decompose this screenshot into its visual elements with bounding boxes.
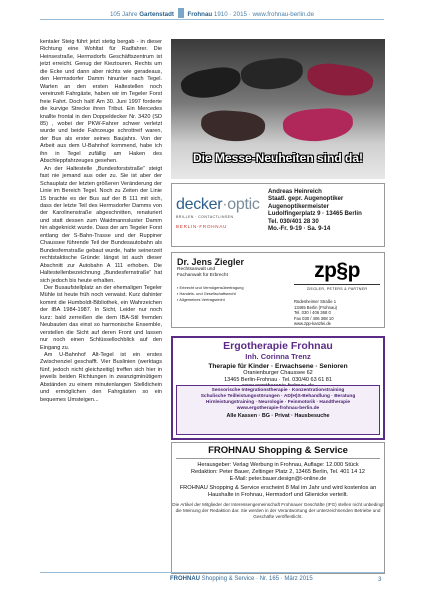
decker-subtitle: BRILLEN · CONTACTLINSEN — [176, 215, 234, 219]
header-divider — [40, 19, 384, 20]
imprint-box — [171, 442, 385, 574]
ziegler-area: Handels- und Gesellschaftsrecht — [179, 291, 236, 296]
decker-optic-logo: decker·optic BRILLEN · CONTACTLINSEN BERLIN-FROHNAU — [176, 196, 266, 229]
ergo-services-box — [176, 385, 380, 435]
ziegler-areas: ▪ Erbrecht und Vermögensübertragung ▪ Handels- und Gesellschaftsrecht ▪ Allgemeines Vertragsrecht — [177, 285, 244, 302]
zpp-address-line: Fax 030 / 406 368 10 — [294, 315, 334, 321]
imprint-email: E-Mail: peter.bauer.design@t-online.de — [229, 476, 327, 482]
ergo-service: Hirnleistungstraining · Neurologie · Feinmotorik · Handtherapie — [205, 400, 351, 405]
decker-brand: decker — [176, 196, 223, 213]
article-paragraph: Am U-Bahnhof Alt-Tegel ist ein erstes Zwischenziel geschafft. Vier Buslinien (werktags fünf, jedoch nicht gleichzeitig) treffen sich hier in jeweils beiden Richtungen in zwanzigminütigem Abständen zu einem minutenlangen Stelldichein und ermöglichen den Fahrgästen so ein bequemes Umsteigen... — [40, 352, 162, 403]
zpp-logo: zp§p — [314, 259, 360, 282]
ergo-service: Schulische Teilleistungsstörungen · AD(H)S-Behandlung · Beratung — [200, 394, 356, 399]
page-footer — [170, 576, 313, 582]
ergo-address-line: 13465 Berlin-Frohnau · Tel. 030/40 63 61 81 — [224, 376, 332, 383]
sunglasses-image — [240, 56, 305, 92]
header-anniversary: 105 Jahre — [109, 11, 138, 18]
footer-issue: Shopping & Service · Nr. 165 · März 2015 — [201, 576, 313, 582]
ergo-title: Ergotherapie Frohnau — [223, 340, 333, 352]
ziegler-name: Dr. Jens Ziegler — [177, 257, 245, 267]
footer-brand: FROHNAU — [170, 576, 200, 582]
article-paragraph: Der Busaufstellplatz an der ehemaligen Tegeler Mühle ist heute früh noch verwaist. Kurz dahinter kommt die Humboldt-Bibliothek, ein Wahrzeichen der IBA 1984-1987. In Sicht, Leider nur noch kurz: bald zerreißen die dem IBA-Stil fremden Neubauten das einst so harmonische Ensemble, verstellen die Sicht auf deren Front und lassen nur noch einen Schlüssellochblick auf den Eingang zu. — [40, 284, 162, 351]
header-brand-frohnau: Frohnau — [187, 11, 213, 18]
ergo-services — [177, 388, 379, 412]
sunglasses-image — [305, 61, 375, 100]
ergo-address-line: Oranienburger Chaussee 62 — [243, 370, 313, 376]
tower-logo-icon — [178, 8, 184, 18]
ergo-insurance: Alle Kassen · BG · Privat · Hausbesuche — [226, 413, 330, 419]
imprint-editor: Redaktion: Peter Bauer, Zeltinger Platz 2, 13465 Berlin, Tel. 401 14 12 — [190, 469, 366, 475]
ergo-service: www.ergotherapie-frohnau-berlin.de — [236, 406, 320, 411]
article-column — [40, 39, 162, 404]
ergo-therapy: Therapie für Kinder · Erwachsene · Senioren — [208, 363, 348, 370]
ziegler-area: Erbrecht und Vermögensübertragung — [179, 285, 244, 290]
imprint-title: FROHNAU Shopping & Service — [176, 445, 380, 459]
ergotherapie-ad — [171, 336, 385, 440]
sunglasses-image — [282, 107, 354, 144]
decker-optic-ad — [171, 183, 385, 247]
messe-caption: Die Messe-Neuheiten sind da! — [192, 151, 364, 165]
zpp-address-line: www.zpp-kanzlei.de — [294, 321, 332, 327]
header-years-url: 1910 · 2015 · www.frohnau-berlin.de — [213, 11, 315, 18]
imprint-publisher: Herausgeber: Verlag Werbung in Frohnau, Auflage: 12.000 Stück — [197, 462, 359, 468]
ziegler-lawyer-info — [177, 257, 287, 303]
sunglasses-image — [200, 109, 266, 143]
page-number: 3 — [378, 576, 382, 583]
imprint-disclaimer: Die Artikel der Mitglieder der Interessengemeinschaft Frohnauer Geschäfte (IFG) stellen nicht unbedingt die Meinung der Redaktion dar. Sie werden in der Verantwortung der unterzeichnenden Betriebe und Geschäfte veröffentlicht. — [172, 502, 384, 519]
ziegler-title: Rechtsanwalt und — [177, 267, 216, 272]
imprint-frequency: FROHNAU Shopping & Service erscheint 8 Mal im Jahr und wird kostenlos an Haushalte in Frohnau, Hermsdorf und Glienicke verteilt. — [179, 485, 377, 498]
ziegler-area: Allgemeines Vertragsrecht — [179, 297, 225, 302]
sunglasses-image — [179, 64, 243, 102]
article-paragraph: An der Haltestelle „Bundesforststraße“ steigt fast nie jemand aus oder zu. Sie ist aber der Schauplatz der letzten größeren Veränderung der Linie im Bereich Tegel. Noch zu Zeiten der Linie 15 brachte es der Bus auf der B 111 mit sich, dass der letzte Teil des Hermsdorfer Damms von der Karolinenstraße abgeschnitten, renaturiert und statt dessen zum Waidmannsluster Damm hin abgeknickt wurde. Dass der am Tegeler Forst entlang der S-Bahn-Trasse und der Ruppiner Chaussee führende Teil der Bundesautobahn als Bundesfernstraße gebaut wurde, hatte seinerzeit rechtstaktische Gründe: längst ist auch dieser Abschnitt zur Autobahn A 111 erhoben. Die Haltestellenbezeichnung „Bundesfernstraße“ hat sich jedoch bis heute erhalten. — [40, 165, 162, 284]
decker-contact — [268, 188, 362, 232]
messe-ad — [171, 39, 385, 179]
article-paragraph: kentaler Steig führt jetzt stetig bergab - in dieser Richtung eine Wohltat für Radfahrer. Die Heinsestraße, Hermsdorfs Geschäftszentrum ist jetzt erreicht. Genug der Kieztouren. Rechts um die Ecke und dann aber nichts wie geradeaus, den Hermsdorfer Damm hinunter nach Tegel. Warten an den ersten Haltestellen noch vereinzelt Fahrgäste, haben wir im Tegeler Forst freie Fahrt. Doch halt! Am 30. Juni 1997 forderte die kurvige Strecke ihren Tribut. Ein Mercedes knallte frontal in den Doppeldecker Nr. 3420 (SD 85) , wobei der PKW-Fahrer schwer verletzt wurde und beide Fahrzeuge schrottreif waren, der Bus als erster seines Baujahrs. Von der Arbeit aus dem U-Bahnhof kommend, habe ich ihn in Tegel zufällig am Haken des Abschleppfahrzeuges gesehen. — [40, 39, 162, 165]
zpp-block — [294, 259, 380, 327]
ziegler-ad — [171, 252, 385, 328]
zpp-address — [294, 299, 380, 327]
zpp-address-line: Rüdesheimer Straße 1 — [294, 299, 337, 304]
decker-qualification: Augenoptikermeister — [268, 202, 329, 210]
zpp-firm-name: ZIEGLER, PETERS & PARTNER — [294, 284, 380, 291]
zpp-address-line: 13465 Berlin (Frohnau) — [294, 304, 338, 310]
decker-owner: Andreas Heinreich — [268, 188, 322, 195]
decker-address: Ludolfingerplatz 9 · 13465 Berlin — [268, 210, 362, 218]
header-line — [0, 8, 424, 18]
decker-qualification: Staatl. gepr. Augenoptiker — [268, 195, 344, 203]
page-header — [0, 0, 424, 30]
decker-hours: Mo.-Fr. 9-19 · Sa. 9-14 — [268, 225, 331, 233]
footer-divider — [40, 572, 384, 573]
ergo-owner: Inh. Corinna Trenz — [245, 352, 311, 361]
ziegler-title: Fachanwalt für Erbrecht — [177, 273, 228, 278]
optic-brand: optic — [227, 196, 260, 213]
ergo-service: Sensorische Integrationstherapie · Konzentrationstraining — [211, 388, 345, 393]
header-brand: Gartenstadt — [139, 11, 174, 18]
decker-city: BERLIN-FROHNAU — [176, 224, 228, 229]
decker-phone: Tel. 030/401 28 30 — [268, 217, 319, 225]
zpp-address-line: Tel. 030 / 406 368 0 — [294, 310, 331, 316]
